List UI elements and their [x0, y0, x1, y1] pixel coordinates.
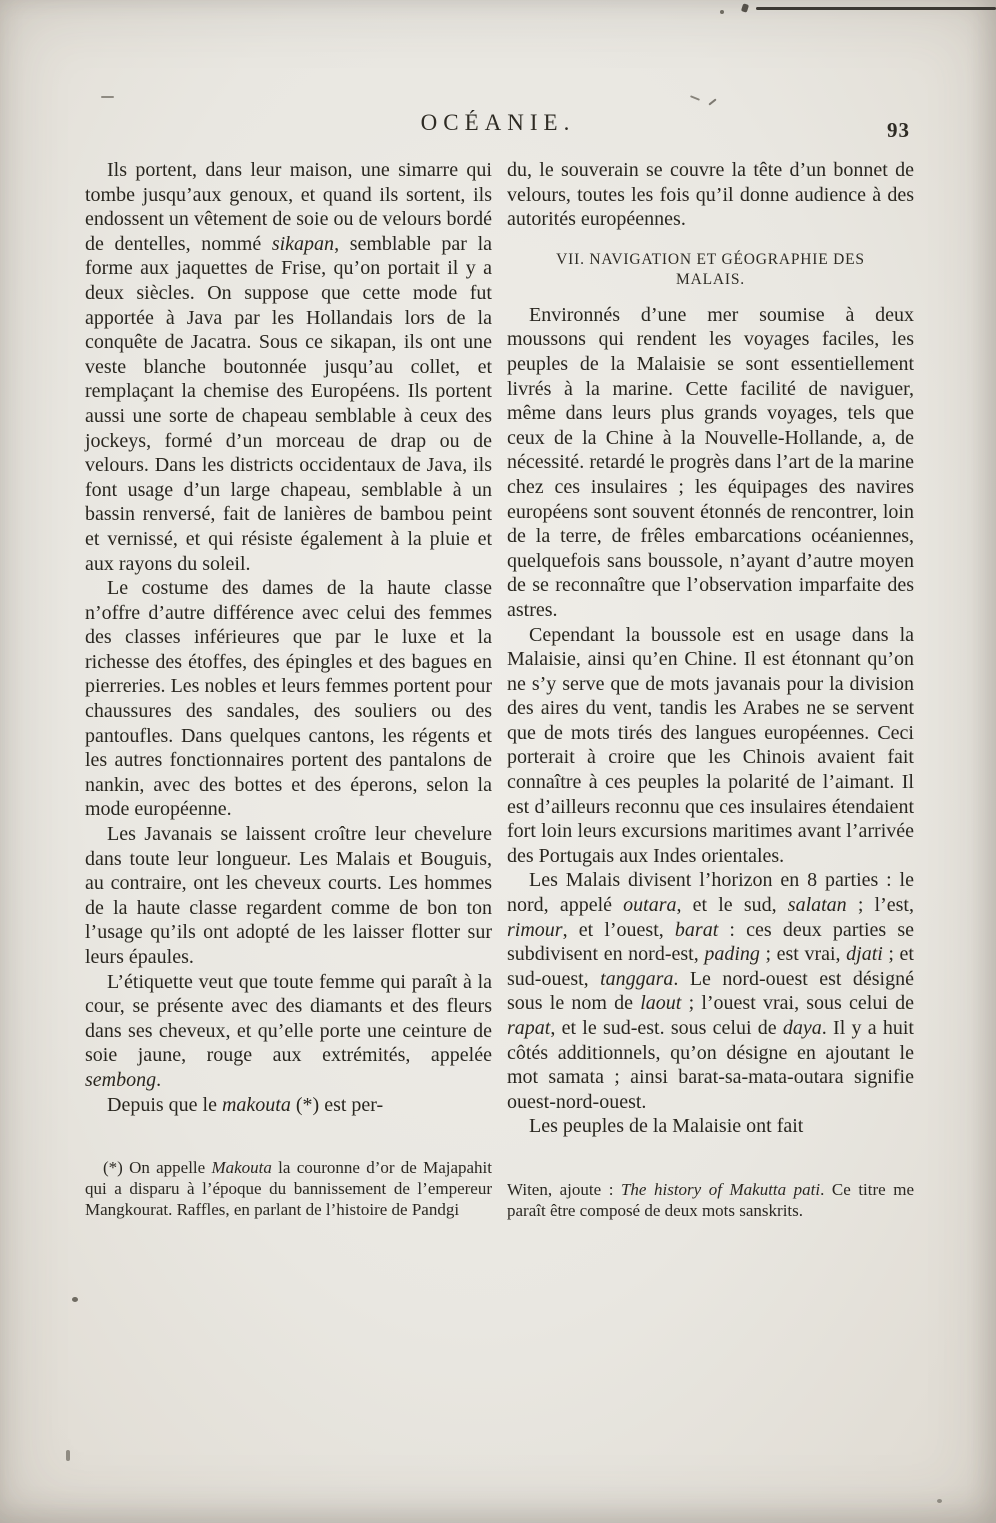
text-run: Les Malais divisent l’horizon en 8 parties : le nord, appelé — [507, 869, 914, 917]
paragraph — [85, 822, 492, 970]
paragraph — [85, 970, 492, 1093]
italic-term: pading — [704, 943, 760, 966]
italic-term: Makouta — [211, 1158, 272, 1178]
scan-speck — [101, 96, 114, 98]
italic-term: makouta — [221, 1093, 291, 1116]
paragraph — [507, 158, 914, 232]
paragraph — [507, 303, 914, 623]
text-run: du, le souverain se couvre la tête d’un bonnet de velours, toutes les fois qu’il donne audience à des autorités européennes. — [507, 159, 914, 231]
paragraph — [507, 623, 914, 869]
italic-term: salatan — [787, 894, 847, 917]
italic-term: daya — [782, 1017, 822, 1039]
scan-speck — [72, 1297, 78, 1302]
text-run: la couronne d’or de Majapahit qui a disparu à l’époque du bannissement de l’empereur Mangkourat. Raffles, en parlant de l’histoire de Pandgi — [85, 1158, 493, 1220]
text-run: ; est vrai, — [759, 943, 847, 966]
text-run: Les Javanais se laissent croître leur chevelure dans toute leur longueur. Les Malais et Bouguis, au contraire, ont les cheveux courts. Les hommes de la haute classe regardent comme de bon ton l’usage qu’ils ont adopté de les laisser flotter sur leurs épaules. — [85, 823, 492, 968]
paragraph — [85, 158, 492, 576]
italic-term: rapat — [507, 1017, 551, 1039]
left-column — [85, 158, 492, 1221]
running-header — [0, 110, 996, 136]
italic-term: rimour — [507, 918, 563, 941]
scan-speck — [720, 10, 724, 14]
paragraph — [507, 1114, 914, 1139]
page-number: 93 — [887, 118, 910, 142]
text-run: , et le sud, — [676, 894, 788, 917]
text-run: , et l’ouest, — [562, 918, 675, 941]
text-columns — [85, 158, 914, 1221]
footnote — [85, 1157, 492, 1220]
text-run: Ils portent, dans leur maison, une simarre qui tombe jusqu’aux genoux, et quand ils sortent, ils endossent un vêtement de soie ou de velours bordé de dentelles, nommé — [85, 159, 492, 255]
text-run: , semblable par la forme aux jaquettes de Frise, qu’on portait il y a deux siècles. On suppose que cette mode fut apportée à Java par les Hollandais lors de la conquête de Jacatra. Sous ce sikapan, ils ont une veste blanche boutonnée jusqu’au collet, et remplaçant la chemise des Européens. Ils portent aussi une sorte de chapeau semblable à ceux des jockeys, formé d’un morceau de drap ou de velours. Dans les districts occidentaux de Java, ils font usage d’un large chapeau, semblable à un bassin renversé, fait de lanières de bambou peint et vernissé, et qui résiste également à la pluie et aux rayons du soleil. — [85, 232, 493, 575]
footnote — [507, 1179, 914, 1221]
text-run: (*) On appelle — [103, 1158, 212, 1178]
scan-artifact-top-line — [756, 7, 996, 10]
text-run: (*) est per- — [290, 1093, 384, 1116]
text-run: ; et sud-ouest, — [507, 943, 914, 990]
text-run: Witen, ajoute : — [507, 1179, 621, 1199]
italic-term: laout — [640, 992, 682, 1015]
text-run: . Ce titre me paraît être composé de deux mots sanskrits. — [507, 1179, 915, 1220]
italic-term: tanggara — [600, 967, 674, 990]
italic-term: The history of Makutta pati — [620, 1179, 821, 1199]
text-run: Depuis que le — [107, 1093, 222, 1116]
text-run: . Il y a huit côtés additionnels, qu’on désigne en ajoutant le mot samata ; ainsi barat-sa-mata-outara signifie ouest-nord-ouest. — [507, 1017, 914, 1113]
italic-term: sembong — [85, 1068, 157, 1091]
scan-speck — [690, 95, 700, 101]
scan-speck — [708, 98, 716, 105]
paragraph — [85, 1093, 492, 1118]
text-run: Le costume des dames de la haute classe n’offre d’autre différence avec celui des femmes des classes inférieures que par le luxe et la richesse des étoffes, des épingles et des bagues en pierreries. Les nobles et leurs femmes portent pour chaussures des sandales, des souliers ou des pantoufles. Dans quelques cantons, les régents et les autres fonctionnaires portent des pantalons de nankin, avec des bottes et des éperons, selon la mode européenne. — [85, 577, 492, 821]
text-run: Environnés d’une mer soumise à deux moussons qui rendent les voyages faciles, les peuples de la Malaisie se sont essentiellement livrés à la marine. Cette facilité de naviguer, même dans leurs plus grands voyages, tels que ceux de la Chine à la Nouvelle-Hollande, a, de nécessité. retardé le progrès dans l’art de la marine chez ces insulaires ; les équipages des navires européens sont souvent étonnés de rencontrer, loin de la terre, de frêles embarcations océaniennes, quelquefois sans boussole, n’ayant d’autre moyen de se reconnaître que l’observation imparfaite des astres. — [507, 303, 914, 621]
text-run: . Le nord-ouest est désigné sous le nom de — [507, 967, 914, 1015]
right-column — [507, 158, 914, 1221]
paragraph — [507, 868, 914, 1114]
scan-artifact-tick — [741, 3, 749, 12]
italic-term: sikapan — [271, 232, 335, 255]
section-heading-line: VII. NAVIGATION ET GÉOGRAPHIE DES — [556, 250, 865, 268]
text-run: : ces deux parties se subdivisent en nord-est, — [507, 918, 914, 966]
text-run: Cependant la boussole est en usage dans la Malaisie, ainsi qu’en Chine. Il est étonnant qu’on ne s’y serve que de mots javanais pour la division des aires du vent, tandis les Arabes ne se servent que de mots tirés des langues européennes. Ceci porterait à croire que les Chinois avaient fait connaître à ces peuples la polarité de l’aimant. Il est d’ailleurs reconnu que ces insulaires étendaient fort loin leurs excursions maritimes avant l’arrivée des Portugais aux Indes orientales. — [507, 623, 914, 867]
scan-speck — [937, 1499, 942, 1503]
text-run: . — [156, 1068, 162, 1091]
text-run: ; l’ouest vrai, sous celui de — [681, 992, 914, 1015]
page-title: OCÉANIE. — [420, 110, 576, 135]
text-run: , et le sud-est. sous celui de — [550, 1017, 783, 1039]
text-run: ; l’est, — [846, 894, 914, 917]
italic-term: barat — [674, 918, 719, 941]
text-run: L’étiquette veut que toute femme qui paraît à la cour, se présente avec des diamants et des fleurs dans ses cheveux, et qu’elle porte une ceinture de soie jaune, rouge aux extrémités, appelée — [85, 970, 492, 1067]
section-heading — [507, 250, 914, 290]
paragraph — [85, 576, 492, 822]
section-heading-line: MALAIS. — [676, 270, 745, 288]
italic-term: djati — [846, 943, 883, 966]
scan-speck — [66, 1450, 70, 1461]
text-run: Les peuples de la Malaisie ont fait — [529, 1115, 804, 1138]
italic-term: outara — [623, 894, 677, 917]
